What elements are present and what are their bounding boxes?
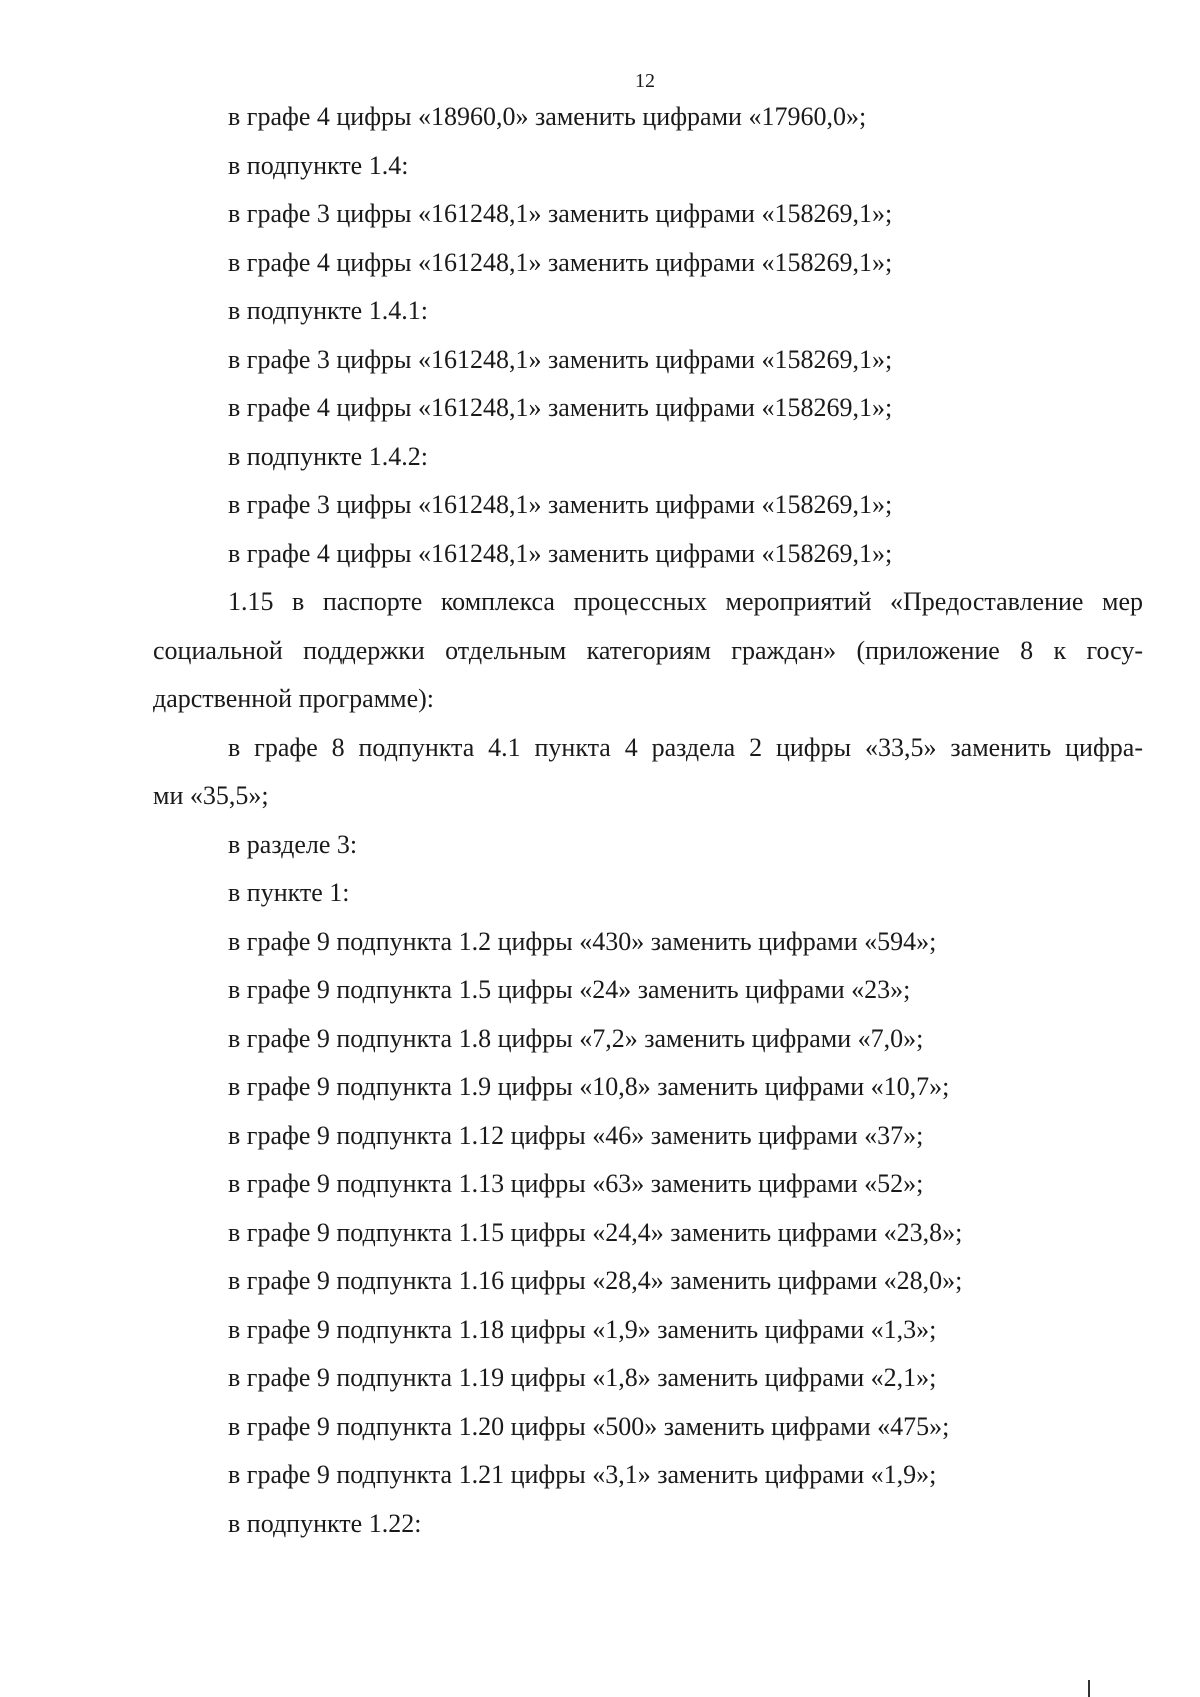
paragraph: в графе 4 цифры «18960,0» заменить цифрами «17960,0»; <box>228 102 867 131</box>
paragraph: в графе 9 подпункта 1.21 цифры «3,1» заменить цифрами «1,9»; <box>228 1460 937 1489</box>
paragraph: в графе 9 подпункта 1.13 цифры «63» заменить цифрами «52»; <box>228 1169 924 1198</box>
paragraph: в подпункте 1.4: <box>228 150 409 180</box>
scan-edge-mark <box>1088 1680 1090 1697</box>
paragraph: в графе 9 подпункта 1.2 цифры «430» заменить цифрами «594»; <box>228 926 937 956</box>
paragraph: в графе 3 цифры «161248,1» заменить цифрами «158269,1»; <box>228 490 893 519</box>
page-number: 12 <box>635 70 655 92</box>
paragraph: в пункте 1: <box>228 878 350 907</box>
document-body <box>153 93 1143 1548</box>
paragraph: в графе 3 цифры «161248,1» заменить цифрами «158269,1»; <box>228 199 893 228</box>
paragraph: в графе 9 подпункта 1.5 цифры «24» заменить цифрами «23»; <box>228 975 911 1004</box>
paragraph-passport <box>153 578 1143 724</box>
paragraph: в подпункте 1.22: <box>228 1508 422 1538</box>
paragraph-line: ми «35,5»; <box>153 781 269 810</box>
paragraph-line: в графе 8 подпункта 4.1 пункта 4 раздела 2 цифры «33,5» заменить цифра- <box>228 732 1143 762</box>
paragraph: в графе 9 подпункта 1.8 цифры «7,2» заменить цифрами «7,0»; <box>228 1023 924 1053</box>
paragraph-line: дарственной программе): <box>153 684 435 713</box>
paragraph: в графе 9 подпункта 1.9 цифры «10,8» заменить цифрами «10,7»; <box>228 1072 950 1101</box>
paragraph: в подпункте 1.4.2: <box>228 441 428 471</box>
paragraph: в графе 9 подпункта 1.12 цифры «46» заменить цифрами «37»; <box>228 1120 924 1150</box>
paragraph: в графе 4 цифры «161248,1» заменить цифрами «158269,1»; <box>228 247 893 277</box>
paragraph: в графе 9 подпункта 1.18 цифры «1,9» заменить цифрами «1,3»; <box>228 1314 937 1344</box>
paragraph: в графе 3 цифры «161248,1» заменить цифрами «158269,1»; <box>228 344 893 374</box>
paragraph-line: 1.15 в паспорте комплекса процессных мероприятий «Предоставление мер <box>228 587 1143 616</box>
paragraph: в графе 4 цифры «161248,1» заменить цифрами «158269,1»; <box>228 538 893 568</box>
paragraph: в графе 9 подпункта 1.15 цифры «24,4» заменить цифрами «23,8»; <box>228 1217 963 1247</box>
paragraph: в графе 9 подпункта 1.16 цифры «28,4» заменить цифрами «28,0»; <box>228 1266 963 1295</box>
paragraph: в разделе 3: <box>228 829 358 859</box>
paragraph-line: социальной поддержки отдельным категориям граждан» (приложение 8 к госу- <box>153 635 1143 665</box>
paragraph: в графе 9 подпункта 1.20 цифры «500» заменить цифрами «475»; <box>228 1411 950 1441</box>
paragraph-graph8 <box>153 724 1143 821</box>
paragraph: в подпункте 1.4.1: <box>228 296 428 325</box>
paragraph: в графе 9 подпункта 1.19 цифры «1,8» заменить цифрами «2,1»; <box>228 1363 937 1392</box>
paragraph: в графе 4 цифры «161248,1» заменить цифрами «158269,1»; <box>228 393 893 422</box>
